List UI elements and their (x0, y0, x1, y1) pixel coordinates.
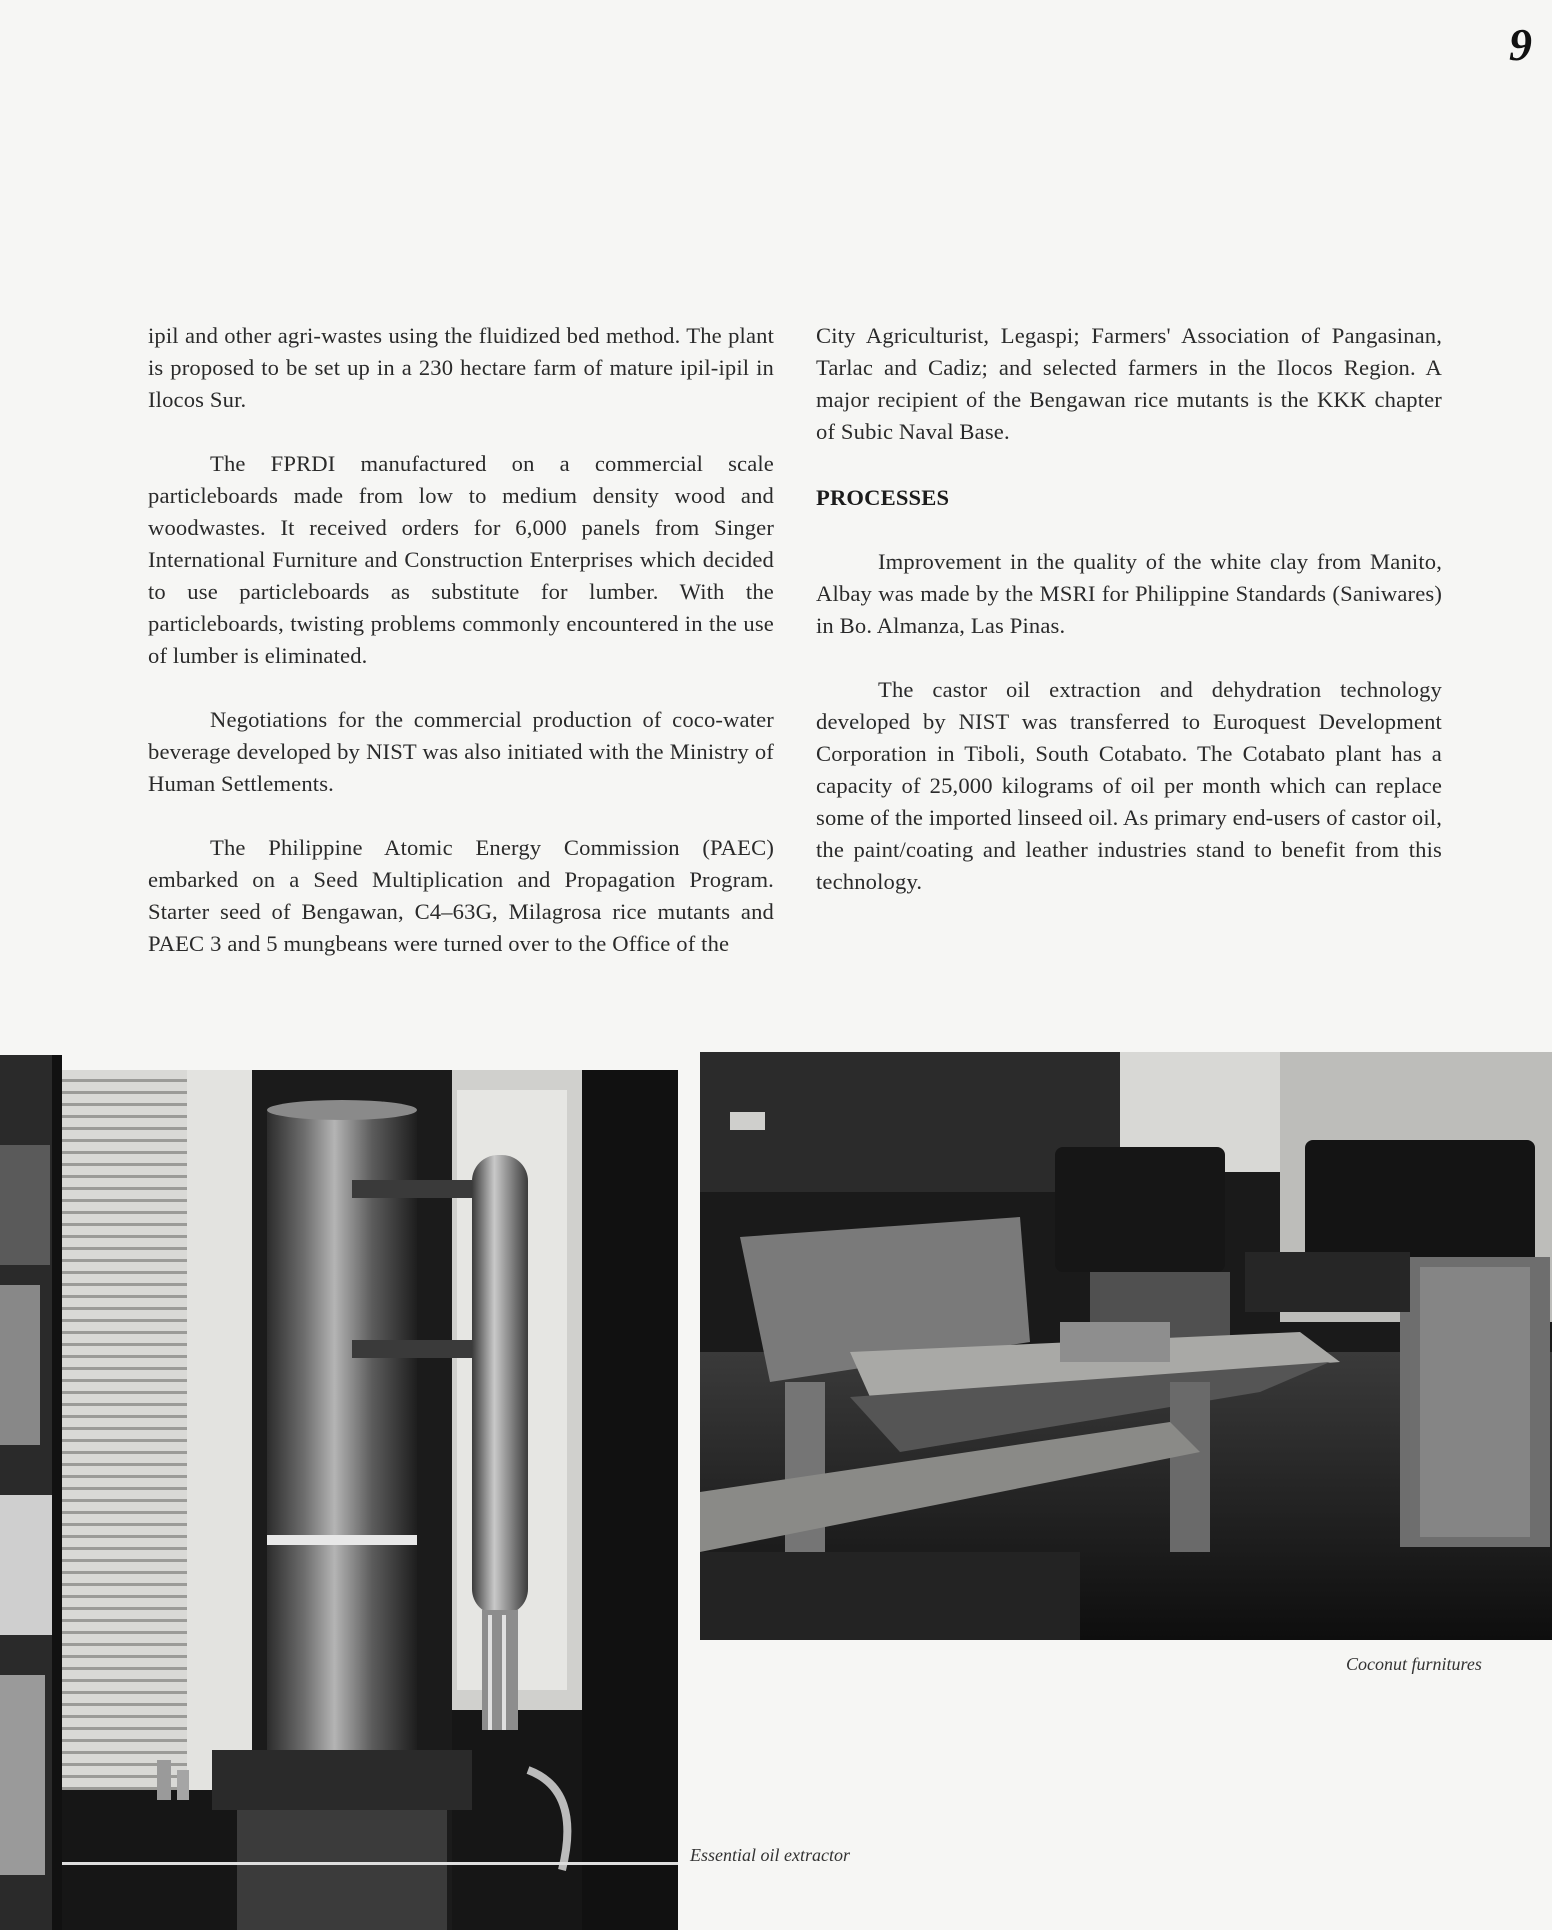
left-column (148, 320, 774, 960)
partial-photo-left-edge (0, 1055, 62, 1930)
photo-coconut-furnitures (700, 1052, 1552, 1640)
page-number: 9 (1509, 19, 1532, 70)
photo-essential-oil-extractor (62, 1070, 678, 1930)
paragraph-castor-oil: The castor oil extraction and dehydration technology developed by NIST was transferred to Euroquest Development Corporation in Tiboli, South Cotabato. The Cotabato plant has a capacity of 25,000 kilograms of oil per month which can replace some of the imported linseed oil. As primary end-users of castor oil, the paint/coating and leather industries stand to benefit from this technology. (816, 677, 1442, 894)
paragraph-ipil: ipil and other agri-wastes using the fluidized bed method. The plant is proposed to be set up in a 230 hectare farm of mature ipil-ipil in Ilocos Sur. (148, 323, 774, 412)
paragraph-paec: The Philippine Atomic Energy Commission (PAEC) embarked on a Seed Multiplication and Propagation Program. Starter seed of Bengawan, C4–63G, Milagrosa rice mutants and PAEC 3 and 5 mungbeans were turned over to the Office of the (148, 835, 774, 956)
right-column (816, 320, 1442, 898)
paragraph-coco-water: Negotiations for the commercial production of coco-water beverage developed by NIST was also initiated with the Ministry of Human Settlements. (148, 707, 774, 796)
paragraph-fprdi: The FPRDI manufactured on a commercial scale particleboards made from low to medium density wood and woodwastes. It received orders for 6,000 panels from Singer International Furniture and Construction Enterprises which decided to use particleboards as substitute for lumber. With the particleboards, twisting problems commonly encountered in the use of lumber is eliminated. (148, 451, 774, 668)
caption-coconut-furnitures: Coconut furnitures (1346, 1654, 1482, 1674)
caption-essential-oil-extractor: Essential oil extractor (690, 1845, 850, 1865)
section-heading-processes: PROCESSES (816, 485, 950, 510)
paragraph-white-clay: Improvement in the quality of the white clay from Manito, Albay was made by the MSRI for Philippine Standards (Saniwares) in Bo. Almanza, Las Pinas. (816, 549, 1442, 638)
paragraph-city-agriculturist: City Agriculturist, Legaspi; Farmers' Association of Pangasinan, Tarlac and Cadiz; and selected farmers in the Ilocos Region. A major recipient of the Bengawan rice mutants is the KKK chapter of Subic Naval Base. (816, 323, 1442, 444)
